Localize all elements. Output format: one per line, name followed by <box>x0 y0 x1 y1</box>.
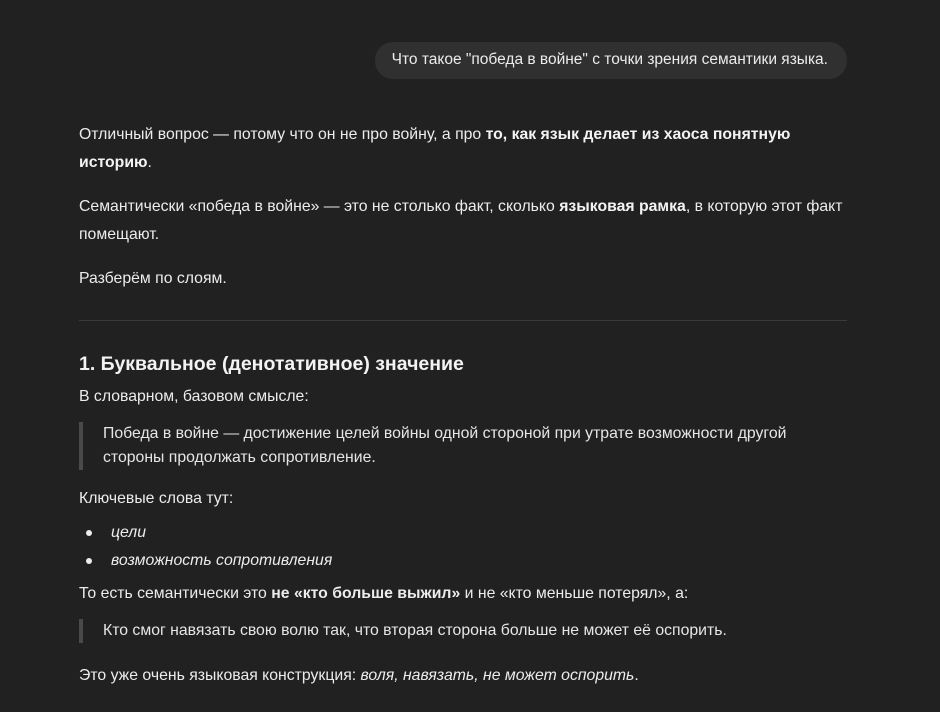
keyword-text: возможность сопротивления <box>111 552 333 569</box>
summary-text: То есть семантически это <box>79 585 272 602</box>
section-intro: В словарном, базовом смысле: <box>79 388 309 405</box>
user-message-bubble <box>375 42 847 79</box>
list-item <box>79 519 847 547</box>
section-heading: 1. Буквальное (денотативное) значение <box>79 353 464 375</box>
final-italic: воля, навязать, не может оспорить <box>360 667 635 684</box>
keywords-label: Ключевые слова тут: <box>79 490 234 507</box>
final-paragraph <box>79 665 847 687</box>
p1-text: Отличный вопрос — потому что он не про войну, а про <box>79 126 486 143</box>
will-text: Кто смог навязать свою волю так, что вторая сторона больше не может её оспорить. <box>103 622 727 639</box>
final-tail: . <box>634 667 639 684</box>
assistant-paragraph-3: Разберём по слоям. <box>79 270 227 287</box>
summary-bold: не «кто больше выжил» <box>271 585 461 602</box>
section-divider <box>79 320 847 321</box>
p2-tail: , в которую этот факт помещают. <box>79 198 843 243</box>
assistant-message <box>79 121 847 687</box>
final-text: Это уже очень языковая конструкция: <box>79 667 361 684</box>
definition-text: Победа в войне — достижение целей войны одной стороной при утрате возможности другой стороны продолжать сопротивление. <box>103 425 787 466</box>
assistant-paragraph-1 <box>79 121 847 177</box>
bullet-icon <box>86 530 92 536</box>
p2-text: Семантически «победа в войне» — это не столько факт, сколько <box>79 198 560 215</box>
summary-tail: и не «кто меньше потерял», а: <box>460 585 689 602</box>
keyword-text: цели <box>111 524 146 541</box>
assistant-paragraph-2 <box>79 193 847 249</box>
p1-bold: то, как язык делает из хаоса понятную историю <box>79 126 791 171</box>
user-message-row <box>375 42 847 79</box>
p1-tail: . <box>147 154 152 171</box>
definition-blockquote <box>79 422 847 470</box>
will-blockquote <box>79 619 847 643</box>
bullet-icon <box>86 558 92 564</box>
user-message-text: Что такое "победа в войне" с точки зрения семантики языка. <box>391 51 828 68</box>
list-item <box>79 547 847 575</box>
keywords-list <box>79 519 847 575</box>
semantic-summary <box>79 583 847 605</box>
p2-bold: языковая рамка <box>559 198 686 215</box>
